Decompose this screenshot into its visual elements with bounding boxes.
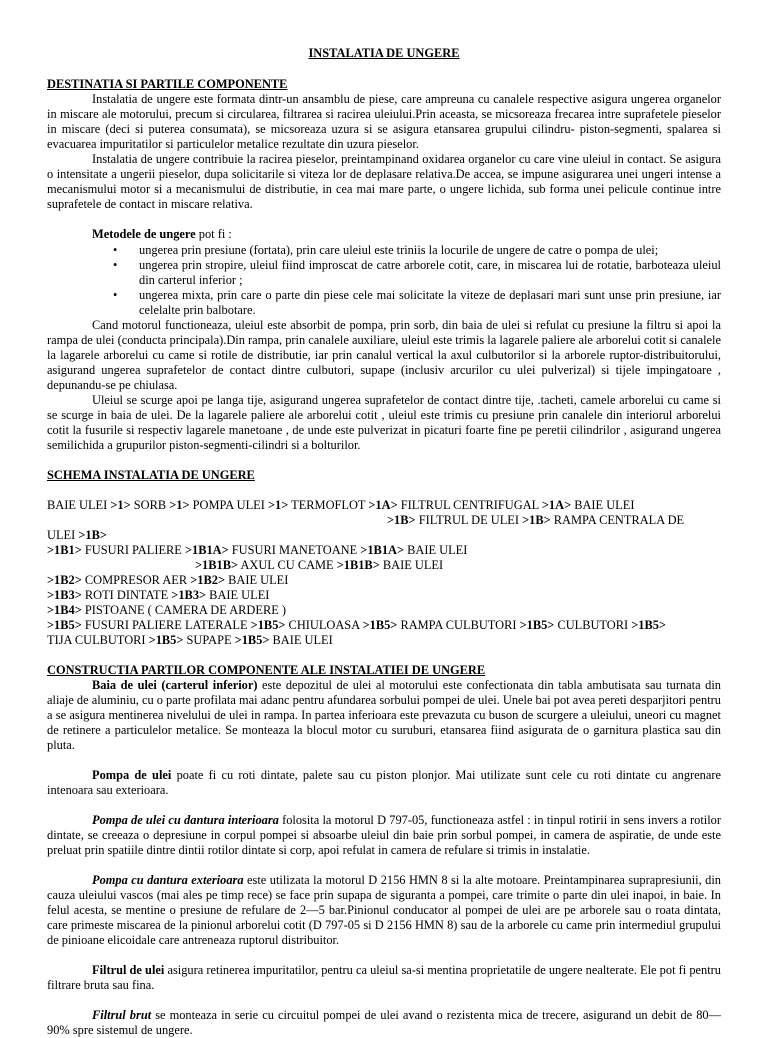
schema-label: CHIULOASA	[285, 618, 363, 632]
methods-intro	[92, 227, 721, 242]
schema-arrow: >1B4>	[47, 603, 82, 617]
document-body	[47, 46, 721, 1038]
term: Filtrul brut	[92, 1008, 152, 1022]
paragraph: Uleiul se scurge apoi pe langa tije, asigurand ungerea suprafetelor de contact dintre tije, .tacheti, camele arborelui cu came si se scurge in baia de ulei. De la lagarele paliere ale arborelui cotit , uleiul este trimis cu presiune prin canalele din interiorul arborelui cotit la fusurile si respectiv lagarele manetoane , de unde este pulverizat in picaturi foarte fine pe peretii cilindrilor , asigurand ungerea semilichida a grupurilor piston-segmenti-cilindri si a bolturilor.	[47, 393, 721, 452]
schema-label: FUSURI PALIERE LATERALE	[81, 618, 251, 632]
schema-arrow: >1>	[169, 498, 190, 512]
schema-arrow: >1B5>	[234, 633, 270, 647]
schema-label: POMPA ULEI	[189, 498, 268, 512]
schema-line	[47, 618, 721, 633]
methods-rest: pot fi :	[195, 227, 232, 241]
term: Filtrul de ulei	[92, 963, 165, 977]
document-title: INSTALATIA DE UNGERE	[308, 46, 460, 60]
schema-arrow: >1B>	[387, 513, 416, 527]
schema-line	[47, 633, 721, 648]
paragraph: Pompa de ulei poate fi cu roti dintate, palete sau cu piston plonjor. Mai utilizate sunt cele cu roti dintate cu angrenare intenoara sau exterioara.	[47, 768, 721, 797]
schema-arrow: >1B1>	[47, 543, 82, 557]
paragraph: Filtrul brut se monteaza in serie cu circuitul pompei de ulei avand o rezistenta mica de trecere, asigurand un debit de 80—90% spre sistemul de ungere.	[47, 1008, 721, 1037]
schema-label: SORB	[130, 498, 170, 512]
section-heading-constructia: CONSTRUCTIA PARTILOR COMPONENTE ALE INSTALATIEI DE UNGERE	[47, 663, 486, 677]
schema-label: FUSURI PALIERE	[81, 543, 185, 557]
schema-arrow: >1B1B>	[195, 558, 239, 572]
schema-label: RAMPA CENTRALA DE	[550, 513, 685, 527]
term: Baia de ulei (carterul inferior)	[92, 678, 258, 692]
schema-label: TIJA CULBUTORI	[47, 633, 149, 647]
schema-arrow: >1B5>	[519, 618, 555, 632]
paragraph: Pompa de ulei cu dantura interioara folosita la motorul D 797-05, functioneaza astfel : in tinpul rotirii in sens invers a rotilor dintate, se creeaza o depresiune in corpul pompei si absoarbe uleiul din baie prin sorbul pompei, in camera de aspiratie, de unde este preluat prin spatiile dintre dintii rotilor dintate si corp, apoi refulat in camera de refulare si trimis in instalatie.	[47, 813, 721, 857]
schema-arrow: >1B2>	[47, 573, 82, 587]
schema-label: PISTOANE ( CAMERA DE ARDERE )	[81, 603, 287, 617]
schema-line	[47, 603, 721, 618]
schema-line	[47, 588, 721, 603]
schema-arrow: >1B1A>	[184, 543, 229, 557]
schema-line	[47, 513, 721, 528]
schema-arrow: >1B>	[522, 513, 551, 527]
methods-label: Metodele de ungere	[92, 227, 196, 241]
schema-label: COMPRESOR AER	[81, 573, 191, 587]
schema-arrow: >1B3>	[171, 588, 207, 602]
schema-arrow: >1>	[267, 498, 289, 512]
schema-arrow: >1B5>	[362, 618, 398, 632]
schema-arrow: >1>	[110, 498, 131, 512]
list-item: • ungerea prin stropire, uleiul fiind improscat de catre arborele cotit, care, in miscarea lui de rotatie, barboteaza uleiul din carterul inferior ;	[139, 258, 721, 288]
schema-label: CULBUTORI	[554, 618, 632, 632]
schema-label: BAIE ULEI	[47, 498, 111, 512]
paragraph: Pompa cu dantura exterioara este utilizata la motorul D 2156 HMN 8 si la alte motoare. Preintampinarea suprapresiunii, din cauza uleiului vascos (mai ales pe timp rece) se face prin supapa de siguranta a pompei, care trimite o parte din ulei inapoi, in baie. In felul acesta, se mentine o presiune de refulare de 2—5 bar.Pinionul conducator al pompei de ulei are pe arborele sau o roata dintata, care primeste miscarea de la pinionul arborelui cotit (D 797-05 si D 2156 HMN 8) sau de la arborele cu came prin intermediul grupului de pinioane elicoidale care antreneaza ruptorul distribuitor.	[47, 873, 721, 947]
schema-line	[47, 528, 721, 543]
schema-label: AXUL CU CAME	[238, 558, 337, 572]
schema-arrow: >1B1B>	[336, 558, 380, 572]
schema-arrow: >1B3>	[47, 588, 82, 602]
schema-line	[47, 558, 721, 573]
schema-arrow: >1B1A>	[360, 543, 405, 557]
schema-label: ULEI	[47, 528, 79, 542]
schema-label: BAIE ULEI	[225, 573, 289, 587]
schema-label: SUPAPE	[183, 633, 235, 647]
paragraph: Cand motorul functioneaza, uleiul este absorbit de pompa, prin sorb, din baia de ulei si refulat cu presiune la filtru si apoi la rampa de ulei (conducta principala).Din rampa, prin canalele auxiliare, uleiul este trimis la lagarele paliere ale arborelui cotit si canalele la lagarele arborelui cu came si rotile de distributie, iar prin canalul vertical la axul culbutorilor si la arborele ruptor-distribuitorului, asigurand ungerea suprafetelor de contact dintre culbutori, supape (inclusiv arcurilor cu ulei pulverizal) si tijele impingatoare , depunandu-se pe chiulasa.	[47, 318, 721, 392]
term: Pompa de ulei cu dantura interioara	[92, 813, 279, 827]
schema-arrow: >1A>	[368, 498, 398, 512]
paragraph: Filtrul de ulei asigura retinerea impuritatilor, pentru ca uleiul sa-si mentina proprietatile de ungere nealterate. Ele pot fi pentru filtrare bruta sau fina.	[47, 963, 721, 992]
section-heading-schema: SCHEMA INSTALATIA DE UNGERE	[47, 468, 255, 482]
methods-list	[47, 243, 721, 318]
section-heading-destinatia: DESTINATIA SI PARTILE COMPONENTE	[47, 77, 288, 91]
schema-label: BAIE ULEI	[571, 498, 635, 512]
schema-arrow: >1B5>	[631, 618, 666, 632]
schema-arrow: >1B5>	[47, 618, 82, 632]
schema-label: FUSURI MANETOANE	[228, 543, 361, 557]
schema-label: FILTRUL DE ULEI	[415, 513, 523, 527]
schema-arrow: >1A>	[541, 498, 572, 512]
schema-label: RAMPA CULBUTORI	[397, 618, 520, 632]
schema-label: BAIE ULEI	[206, 588, 270, 602]
list-item: • ungerea mixta, prin care o parte din piese cele mai solicitate la viteze de deplasari mari sunt unse prin presiune, iar celelalte prin balbotare.	[139, 288, 721, 318]
schema-label: BAIE ULEI	[404, 543, 468, 557]
schema-arrow: >1B5>	[250, 618, 286, 632]
paragraph: Baia de ulei (carterul inferior) este depozitul de ulei al motorului este confectionata din tabla ambutisata sau turnata din aliaje de aluminiu, cu o parte profilata mai adanc pentru afundarea sorbului pompei de ulei. Unele bai pot avea pereti desparjitori pentru a se asigura mentinerea nivelului de ulei in rampa. In partea inferioara este prevazuta cu buson de scurgere a uleiului, uneori cu magnet de retinere a particulelor metalice. Se monteaza la blocul motor cu suruburi, etansarea fiind asigurata de o garnitura plastica sau din pluta.	[47, 678, 721, 752]
paragraph: Instalatia de ungere este formata dintr-un ansamblu de piese, care ampreuna cu canalele respective asigura ungerea organelor in miscare ale motorului, precum si circularea, filtrarea si racirea uleiului.Prin aceasta, se micsoreaza frecarea intre suprafetele pieselor in miscare (deci si puterea consumata), se micsoreaza uzura si se asigura etansarea grupului cilindru- piston-segmenti, spalarea si evacuarea impuritatilor si particulelor metalice rezultate din uzura pieselor.	[47, 92, 721, 151]
schema-label: TERMOFLOT	[288, 498, 369, 512]
term: Pompa de ulei	[92, 768, 172, 782]
schema-arrow: >1B5>	[148, 633, 184, 647]
term: Pompa cu dantura exterioara	[92, 873, 244, 887]
schema-line	[47, 498, 721, 513]
schema-arrow: >1B2>	[190, 573, 226, 587]
schema-line	[47, 573, 721, 588]
schema-label: ROTI DINTATE	[81, 588, 172, 602]
schema-label: BAIE ULEI	[269, 633, 333, 647]
schema-label: BAIE ULEI	[379, 558, 444, 572]
paragraph: Instalatia de ungere contribuie la racirea pieselor, preintampinand oxidarea organelor cu care vine uleiul in contact. Se asigura o intensitate a ungerii pieselor, dupa solicitarile si viteza lor de deplasare relativa.De accea, se impune asigurarea unei ungeri intense a mecanismului motor si a mecanismului de distributie, in cea mai mare parte, o ungere lichida, sub forma unei pelicule continue intre suprafetele de contact in miscare relativa.	[47, 152, 721, 211]
schema-arrow: >1B>	[78, 528, 107, 542]
schema-line	[47, 543, 721, 558]
schema-label: FILTRUL CENTRIFUGAL	[397, 498, 542, 512]
list-item: • ungerea prin presiune (fortata), prin care uleiul este triniis la locurile de ungere de catre o pompa de ulei;	[139, 243, 721, 258]
